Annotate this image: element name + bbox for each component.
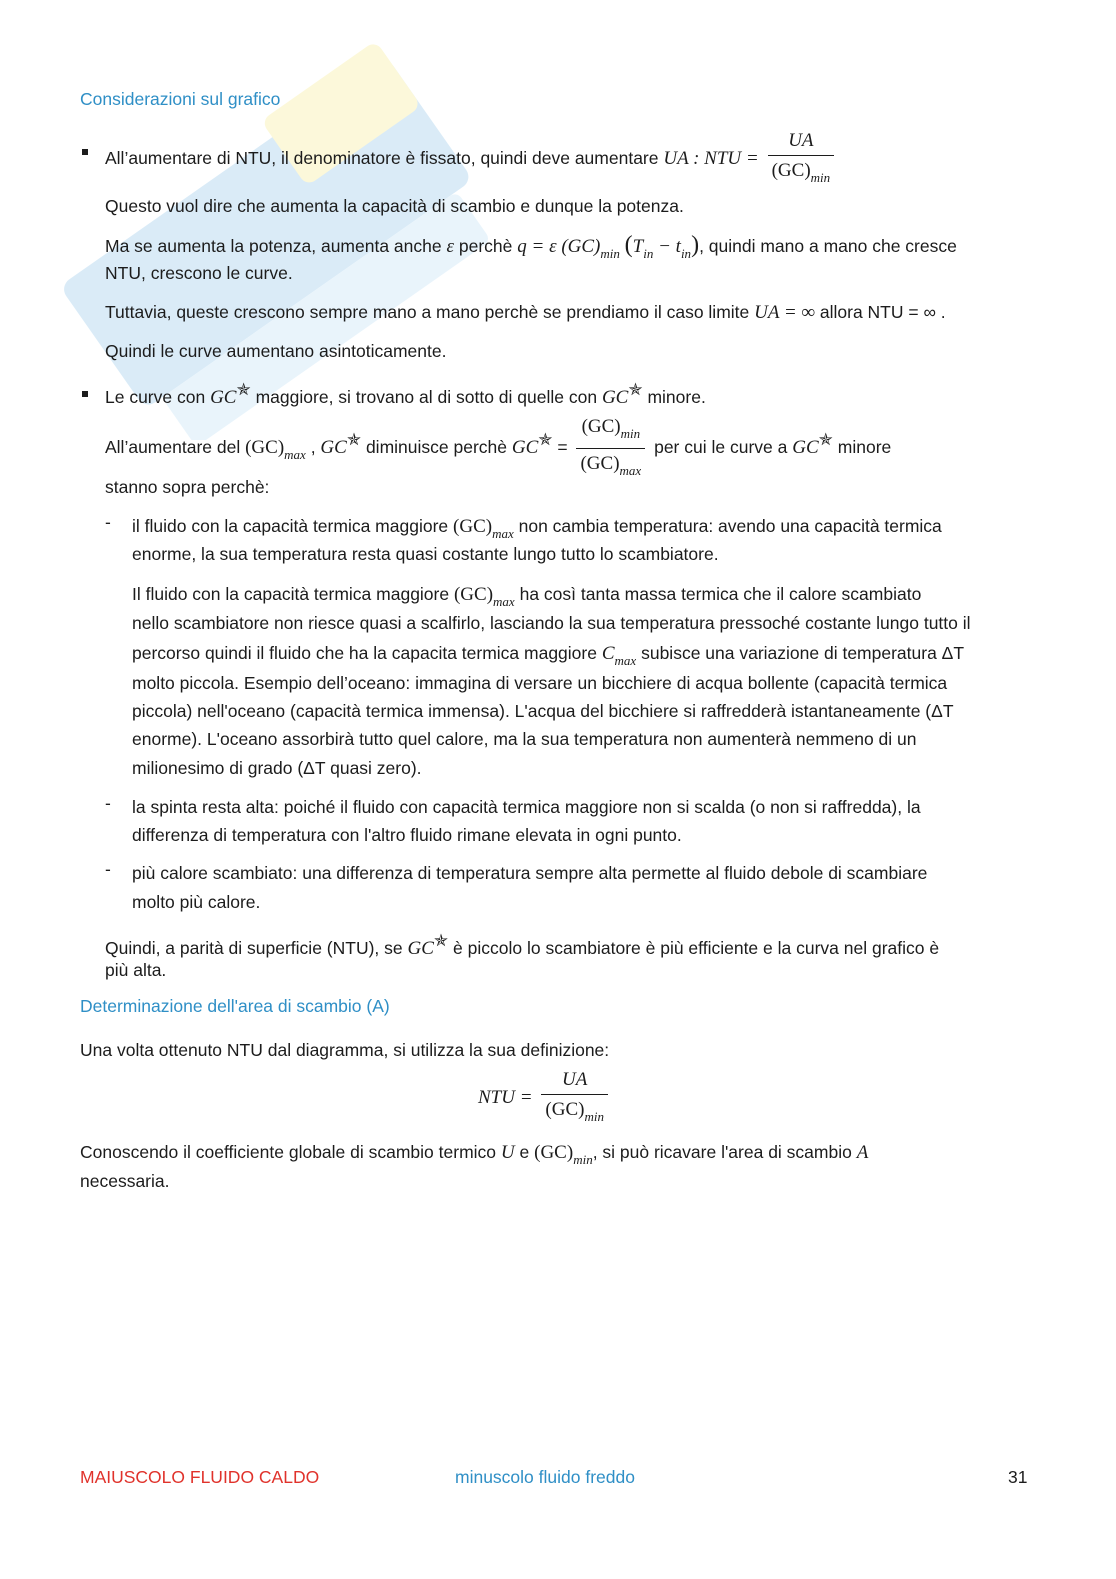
fraction-gcmin-gcmax <box>576 414 645 483</box>
subscript-max: max <box>614 653 637 668</box>
fraction-numerator: (GC) <box>581 415 621 437</box>
text-fragment: e <box>519 1142 530 1162</box>
star-icon: ✯ <box>236 380 251 400</box>
text-line: necessaria. <box>80 1171 170 1191</box>
text-fragment: Quindi, a parità di superficie (NTU), se <box>105 938 403 958</box>
paragraph-stay-above: stanno sopra perchè: <box>105 477 270 497</box>
text-line: piccola) nell'oceano (capacità termica immensa). L'acqua del bicchiere si raffredderà istantaneamente (ΔT <box>132 701 954 721</box>
footer-center-label: minuscolo fluido freddo <box>455 1467 635 1487</box>
fraction-ua-gcmin <box>768 129 835 190</box>
symbol-T: T <box>632 236 644 257</box>
paragraph-gcmax: All’aumentare del $(GC)_{max}$ , GC✯ diminuisce perchè GC✯ = $\frac{(GC)_{min}}{(GC)_{max}}$ per cui le curve a GC✯ minore <box>105 411 891 484</box>
footer-left-label: MAIUSCOLO FLUIDO CALDO <box>80 1467 320 1487</box>
text-fragment: non cambia temperatura: avendo una capacità termica <box>518 516 942 536</box>
text-fragment: maggiore, si trovano al di sotto di quelle con <box>255 387 598 407</box>
dash-item-temperature-cont: enorme, la sua temperatura resta quasi costante lungo tutto lo scambiatore. <box>132 544 719 564</box>
subscript-max: max <box>493 594 515 609</box>
formula-ua-ntu: UA : NTU = <box>663 148 759 170</box>
subscript-min: min <box>573 1152 593 1167</box>
symbol-gc: GC <box>320 437 347 458</box>
star-icon: ✯ <box>433 931 449 951</box>
symbol-gc: GC <box>792 437 819 458</box>
subscript-min: min <box>600 246 620 261</box>
text-fragment: allora NTU = ∞ . <box>819 302 946 322</box>
bullet-marker <box>82 391 88 397</box>
text-line: enorme). L'oceano assorbirà tutto quel calore, ma la sua temperatura non aumenterà nemmeno di un <box>132 729 917 749</box>
symbol-gc-paren: (GC) <box>453 584 494 605</box>
symbol-gc: GC <box>511 437 539 458</box>
dash-marker: - <box>105 793 111 813</box>
symbol-gc-paren: (GC) <box>245 437 285 458</box>
page-number: 31 <box>1008 1467 1028 1487</box>
symbol-a: A <box>856 1142 869 1163</box>
fraction-denominator: (GC) <box>545 1099 585 1120</box>
dash-marker: - <box>105 512 111 532</box>
star-icon: ✯ <box>538 430 553 450</box>
text-fragment: diminuisce perchè <box>365 437 507 457</box>
formula-q-left: q = ε (GC) <box>517 236 601 257</box>
text-fragment: minore. <box>647 387 706 407</box>
text-fragment: il fluido con la capacità termica maggiore <box>132 516 449 536</box>
subscript-min: min <box>810 170 831 185</box>
text-fragment: Le curve con <box>105 387 206 407</box>
paragraph-conclusion <box>105 927 939 963</box>
symbol-gc-paren: (GC) <box>453 516 493 537</box>
symbol-gc: GC <box>601 387 629 408</box>
text-line: differenza di temperatura con l'altro fluido rimane elevata in ogni punto. <box>132 825 682 845</box>
symbol-t: t <box>675 236 681 257</box>
symbol-epsilon: ε <box>446 236 454 257</box>
fraction-numerator: UA <box>788 130 814 151</box>
formula-ntu-left: NTU = <box>478 1087 533 1109</box>
symbol-gc: GC <box>210 387 237 408</box>
text-fragment: Il fluido con la capacità termica maggiore <box>132 584 450 604</box>
fraction-denominator: (GC) <box>771 160 811 181</box>
subscript-max: max <box>619 462 642 478</box>
dash-item-heat: più calore scambiato: una differenza di temperatura sempre alta permette al fluido debole di scambiare <box>132 863 928 883</box>
paragraph-ntu-definition: Una volta ottenuto NTU dal diagramma, si utilizza la sua definizione: <box>80 1040 610 1060</box>
text-fragment: Ma se aumenta la potenza, aumenta anche <box>105 236 442 256</box>
subscript-in: in <box>680 246 692 261</box>
text-line: molto più calore. <box>132 892 261 912</box>
text-fragment: per cui le curve a <box>654 437 788 457</box>
dash-marker: - <box>105 859 111 879</box>
bullet-text: All’aumentare di NTU, il denominatore è fissato, quindi deve aumentare <box>105 148 659 169</box>
text-fragment: All’aumentare del <box>105 437 241 457</box>
text-fragment: percorso quindi il fluido che ha la capacita termica maggiore <box>132 643 597 663</box>
symbol-c: C <box>601 643 615 664</box>
symbol-gc: GC <box>407 938 434 959</box>
star-icon: ✯ <box>818 430 833 450</box>
text-line: più alta. <box>105 960 167 980</box>
bullet-marker <box>82 149 88 155</box>
text-fragment: Tuttavia, queste crescono sempre mano a mano perchè se prendiamo il caso limite <box>105 302 750 322</box>
fraction-ua-gcmin <box>541 1068 608 1129</box>
dash-item-push: la spinta resta alta: poiché il fluido con capacità termica maggiore non si scalda (o non si raffredda), la <box>132 797 921 817</box>
paragraph-limit <box>105 298 946 327</box>
text-line: nello scambiatore non riesce quasi a scalfirlo, lasciando la sua temperatura pressoché costante lungo tutto il <box>132 613 971 633</box>
paragraph-capacity: Questo vuol dire che aumenta la capacità di scambio e dunque la potenza. <box>105 196 684 216</box>
text-fragment: minore <box>837 437 892 457</box>
section-heading-graph: Considerazioni sul grafico <box>80 89 281 109</box>
text-fragment: subisce una variazione di temperatura ΔT <box>641 643 965 663</box>
paragraph-knowing-u <box>80 1138 868 1174</box>
formula-ua-inf: UA = ∞ <box>754 302 815 323</box>
subscript-in: in <box>643 246 654 261</box>
text-fragment: ha così tanta massa termica che il calore scambiato <box>519 584 922 604</box>
subscript-min: min <box>584 1109 604 1124</box>
subscript-max: max <box>492 526 514 541</box>
section-heading-area: Determinazione dell'area di scambio (A) <box>80 996 390 1016</box>
text-fragment: , quindi mano a mano che cresce <box>699 236 957 256</box>
bullet-ntu-increase <box>105 129 838 190</box>
subscript-max: max <box>284 447 306 462</box>
formula-ntu-definition <box>478 1068 612 1129</box>
text-line: molto piccola. Esempio dell’oceano: immagina di versare un bicchiere di acqua bollente (capacità termica <box>132 673 948 693</box>
fraction-denominator: (GC) <box>580 452 620 474</box>
star-icon: ✯ <box>628 380 643 400</box>
paragraph-power-cont: NTU, crescono le curve. <box>105 263 293 283</box>
paragraph-asymptotic: Quindi le curve aumentano asintoticamente. <box>105 341 447 361</box>
symbol-gc-paren: (GC) <box>534 1142 574 1163</box>
symbol-u: U <box>500 1142 515 1163</box>
text-fragment: , si può ricavare l'area di scambio <box>592 1142 852 1162</box>
fraction-numerator: UA <box>562 1069 588 1090</box>
formula-q: q = ε $(GC)_{min}$ $(T_{in} - t_{in})$ <box>517 232 700 261</box>
star-icon: ✯ <box>346 430 362 450</box>
text-fragment: perchè <box>458 236 513 256</box>
subscript-min: min <box>620 425 641 441</box>
text-line: milionesimo di grado (ΔT quasi zero). <box>132 758 422 778</box>
text-fragment: Conoscendo il coefficiente globale di scambio termico <box>80 1142 497 1162</box>
text-fragment: è piccolo lo scambiatore è più efficiente e la curva nel grafico è <box>453 938 940 958</box>
bullet-gc-star <box>105 376 706 412</box>
